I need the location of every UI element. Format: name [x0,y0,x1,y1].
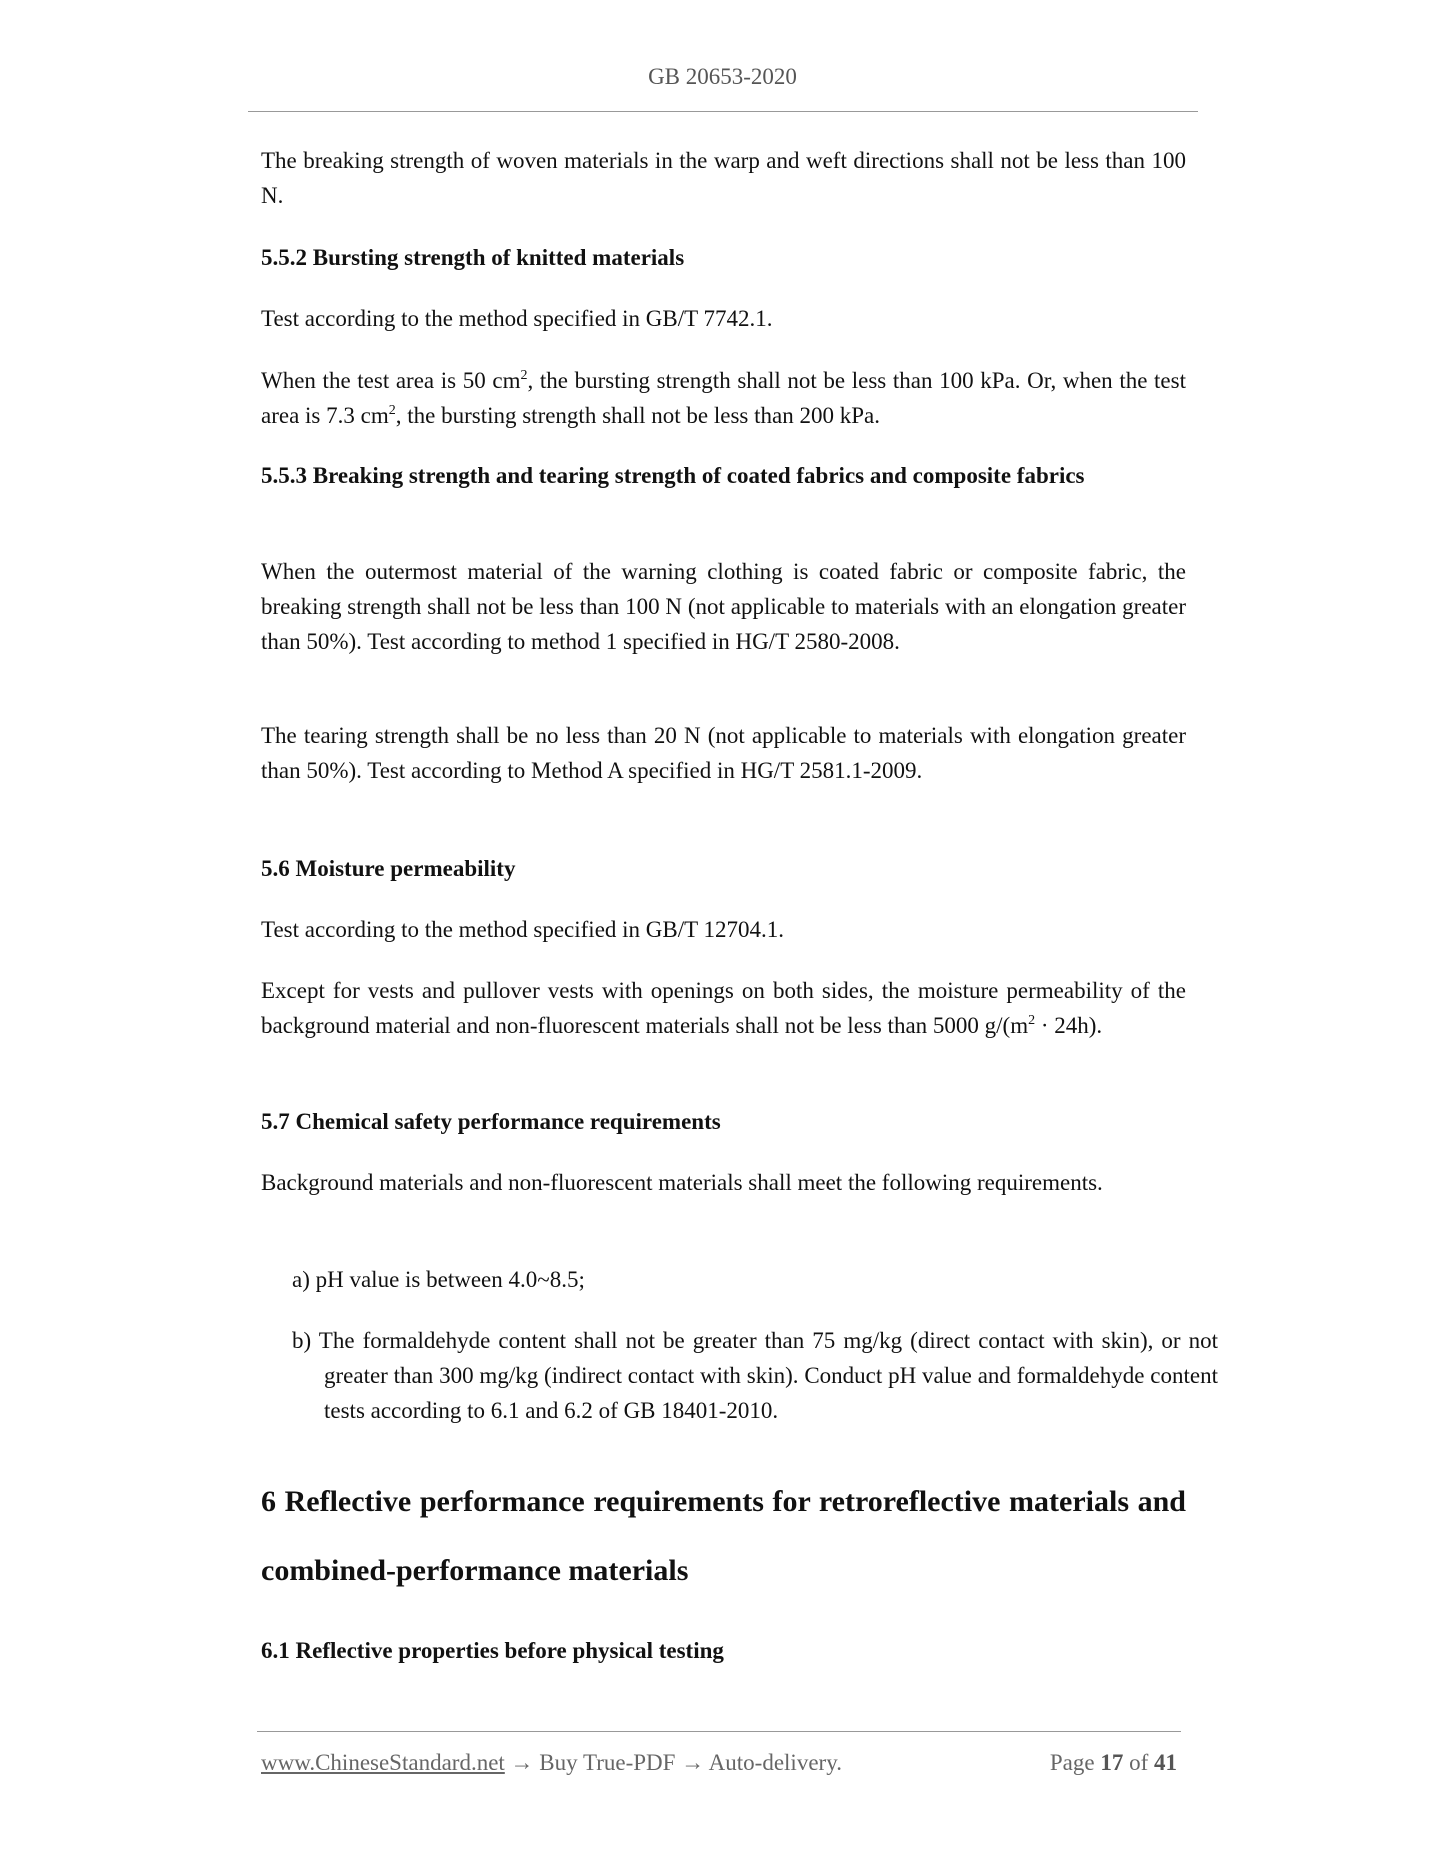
section-heading-5-6: 5.6 Moisture permeability [261,856,516,881]
paragraph: Test according to the method specified in GB/T 7742.1. [261,306,773,331]
text: · 24h). [1035,1013,1103,1038]
buy-text: Buy True-PDF [539,1750,676,1775]
section-heading-5-7: 5.7 Chemical safety performance requirements [261,1109,721,1134]
text: When the test area is 50 cm [261,368,521,393]
paragraph [261,363,1186,433]
page-label: Page [1049,1750,1095,1775]
list-item-a: a) pH value is between 4.0~8.5; [292,1267,585,1292]
paragraph: The breaking strength of woven materials in the warp and weft directions shall not be less than 100 N. [261,148,1186,208]
superscript: 2 [1028,1013,1036,1028]
page-number [1050,1750,1177,1776]
section-heading-6-1: 6.1 Reflective properties before physical testing [261,1638,724,1663]
footer-promo [261,1750,842,1776]
website-link[interactable]: www.ChineseStandard.net [261,1750,505,1775]
paragraph [261,973,1186,1043]
paragraph: Background materials and non-fluorescent materials shall meet the following requirements. [261,1170,1103,1195]
of-label: of [1129,1750,1149,1775]
arrow-icon: → [510,1750,534,1775]
section-heading-5-5-2: 5.5.2 Bursting strength of knitted materials [261,245,685,270]
paragraph: The tearing strength shall be no less than 20 N (not applicable to materials with elongation greater than 50%). Test according to Method A specified in HG/T 2581.1-2009. [261,723,1186,783]
paragraph: When the outermost material of the warning clothing is coated fabric or composite fabric, the breaking strength shall not be less than 100 N (not applicable to materials with an elongation greater than 50%). Test according to method 1 specified in HG/T 2580-2008. [261,559,1186,654]
current-page: 17 [1100,1750,1124,1775]
header-divider [248,111,1198,112]
arrow-icon: → [681,1750,705,1775]
footer-divider [257,1731,1181,1732]
text: , the bursting strength shall not be less than 200 kPa. [395,403,880,428]
superscript: 2 [388,403,396,418]
paragraph: Test according to the method specified in GB/T 12704.1. [261,917,785,942]
section-heading-5-5-3: 5.5.3 Breaking strength and tearing strength of coated fabrics and composite fabrics [261,463,1085,488]
superscript: 2 [520,368,528,383]
list-item-b: b) The formaldehyde content shall not be greater than 75 mg/kg (direct contact with skin), or not greater than 300 mg/kg (indirect contact with skin). Conduct pH value and formaldehyde content tests according to 6.1 and 6.2 of GB 18401-2010. [292,1328,1218,1423]
chapter-heading-6: 6 Reflective performance requirements for retroreflective materials and combined-performance materials [261,1485,1186,1587]
document-id-header: GB 20653-2020 [648,64,797,89]
text: Except for vests and pullover vests with openings on both sides, the moisture permeability of the background material and non-fluorescent materials shall not be less than 5000 g/(m [261,978,1186,1038]
text: , the bursting strength shall not be less than 100 kPa. Or, when the test area is 7.3 cm [261,368,1186,428]
total-pages: 41 [1154,1750,1177,1775]
auto-delivery-text: Auto-delivery. [708,1750,842,1775]
